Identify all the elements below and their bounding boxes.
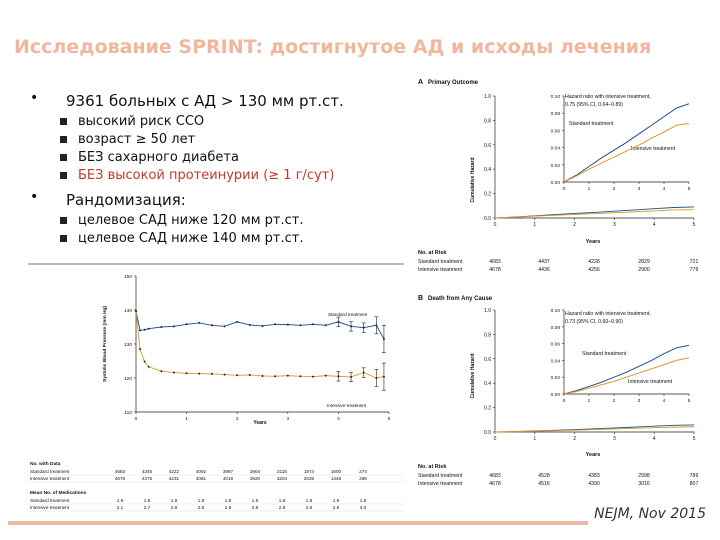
panel-bp-data-cell: 3987 bbox=[222, 469, 234, 474]
panel-bp-standard-point bbox=[148, 328, 150, 330]
panel-b-main-intensive-line bbox=[495, 427, 694, 432]
panel-a-inset-y-tick-label: 0.08 bbox=[550, 112, 560, 118]
panel-b-risk-cell: 4516 bbox=[538, 481, 550, 487]
panel-b-x-tick-label: 5 bbox=[692, 436, 696, 442]
panel-bp-data-cell: 4678 bbox=[114, 476, 126, 481]
panel-bp-intensive-point bbox=[249, 374, 251, 376]
panel-bp-meds-cell: 2.8 bbox=[251, 505, 259, 510]
panel-a-risk-cell: 4678 bbox=[489, 267, 501, 273]
panel-bp-intensive-point bbox=[198, 373, 200, 375]
panel-b-risk-table bbox=[418, 473, 698, 487]
panel-bp-meds-row-label: Standard treatment bbox=[30, 498, 70, 503]
panel-a-inset-y-tick-label: 0.04 bbox=[550, 146, 560, 152]
panel-bp-data-cell: 1600 bbox=[330, 469, 342, 474]
panel-a-risk-table bbox=[418, 259, 698, 273]
panel-a-x-tick-label: 0 bbox=[493, 222, 497, 228]
panel-bp-meds-cell: 1.8 bbox=[251, 498, 259, 503]
panel-bp-standard-point bbox=[236, 321, 238, 323]
panel-bp-meds-cell: 1.8 bbox=[278, 498, 286, 503]
panel-bp-meds-cell: 1.9 bbox=[116, 498, 124, 503]
panel-bp-intensive-point bbox=[236, 374, 238, 376]
panel-a-risk-cell: 2900 bbox=[638, 267, 650, 273]
panel-a-inset-x-tick-label: 1 bbox=[587, 187, 591, 192]
panel-bp-meds-cell: 2.8 bbox=[332, 505, 340, 510]
panel-bp-intensive-point bbox=[325, 375, 327, 377]
panel-a-risk-cell: 4437 bbox=[538, 259, 550, 265]
panel-b-inset-y-tick-label: 0.02 bbox=[550, 376, 560, 382]
panel-b-y-tick-label: 0.6 bbox=[484, 356, 491, 363]
panel-bp-intensive-point bbox=[299, 375, 301, 377]
panel-bp-meds-cell: 1.8 bbox=[143, 498, 151, 503]
panel-b-risk-row-label: Standard treatment bbox=[418, 473, 463, 479]
panel-bp-data-cell: 4092 bbox=[195, 469, 207, 474]
panel-b-inset-y-tick-label: 0.04 bbox=[550, 359, 560, 365]
bullet-list bbox=[30, 92, 410, 249]
panel-a-risk-cell: 4256 bbox=[588, 267, 600, 273]
panel-a-inset-x-tick-label: 2 bbox=[612, 187, 616, 192]
panel-bp-meds-cell: 3.0 bbox=[359, 505, 367, 510]
panel-bp-intensive-point bbox=[224, 374, 226, 376]
panel-bp-y-tick-label: 150 bbox=[123, 275, 132, 280]
sub-bullet-age: возраст ≥ 50 лет bbox=[46, 132, 426, 147]
panel-bp-standard-point bbox=[299, 324, 301, 326]
panel-bp-intensive-point bbox=[262, 375, 264, 377]
panel-bp-data-cell: 4375 bbox=[141, 476, 153, 481]
panel-bp-y-tick-label: 130 bbox=[123, 343, 132, 348]
panel-a-inset-x-tick-label: 5 bbox=[687, 187, 691, 192]
panel-bp-intensive-point bbox=[160, 370, 162, 372]
panel-bp-intensive-point bbox=[287, 375, 289, 377]
panel-bp-data-cell: 4222 bbox=[168, 469, 180, 474]
panel-b-x-tick-label: 0 bbox=[493, 436, 497, 442]
panel-bp-standard-point bbox=[144, 329, 146, 331]
panel-bp-standard-point bbox=[139, 329, 141, 331]
panel-bp-meds-row-label: Intensive treatment bbox=[30, 505, 70, 510]
panel-b-inset-x-tick-label: 5 bbox=[687, 399, 691, 404]
panel-b-letter: B bbox=[418, 295, 424, 302]
panel-b-risk-cell: 2998 bbox=[638, 473, 650, 479]
panel-bp-meds-cell: 1.9 bbox=[359, 498, 367, 503]
death-any-cause-chart bbox=[418, 290, 712, 508]
slide-title: Исследование SPRINT: достигнутое АД и исходы лечения bbox=[14, 36, 652, 58]
panel-a-risk-cell: 779 bbox=[689, 267, 699, 273]
panel-a-y-tick-label: 0.2 bbox=[484, 191, 491, 198]
panel-bp-intensive-point bbox=[144, 361, 146, 363]
panel-b-main-standard-line bbox=[495, 425, 694, 432]
panel-primary-outcome bbox=[418, 72, 712, 284]
panel-bp-data-cell: 286 bbox=[359, 476, 367, 481]
panel-bp-tables bbox=[28, 469, 404, 511]
panel-a-y-tick-label: 1.0 bbox=[484, 94, 491, 100]
panel-bp-data-title: No. with Data bbox=[30, 462, 61, 467]
panel-a-x-tick-label: 2 bbox=[573, 222, 576, 228]
panel-b-risk-cell: 4528 bbox=[538, 473, 550, 479]
panel-b-risk-cell: 807 bbox=[689, 481, 699, 487]
panel-bp-y-tick-label: 110 bbox=[124, 411, 132, 416]
panel-b-y-tick-label: 0.8 bbox=[484, 332, 491, 339]
panel-b-y-tick-label: 0.2 bbox=[484, 405, 491, 412]
panel-b-risk-title: No. at Risk bbox=[418, 464, 447, 470]
footer-rule bbox=[8, 521, 588, 525]
panel-bp-intensive-line bbox=[136, 311, 384, 378]
sub-bullet-no-proteinuria: БЕЗ высокой протеинурии (≥ 1 г/сут) bbox=[46, 168, 426, 183]
panel-bp-standard-point bbox=[211, 324, 213, 326]
panel-bp-standard-point bbox=[224, 325, 226, 327]
panel-b-hr-line2: 0.73 (95% CI, 0.60–0.90) bbox=[565, 319, 623, 325]
panel-blood-pressure bbox=[28, 262, 404, 524]
panel-bp-data-cell: 4683 bbox=[114, 469, 126, 474]
panel-b-inset-x-tick-label: 3 bbox=[637, 399, 641, 404]
panel-bp-meds-cell: 2.8 bbox=[224, 505, 232, 510]
sub-bullet-risk: высокий риск ССО bbox=[46, 114, 426, 129]
panel-a-y-tick-label: 0.0 bbox=[484, 216, 491, 222]
panel-bp-data-cell: 4231 bbox=[168, 476, 180, 481]
panel-b-inset-x-tick-label: 2 bbox=[612, 399, 616, 404]
panel-bp-xlabel: Years bbox=[253, 420, 267, 426]
panel-bp-data-row-label: Standard treatment bbox=[30, 469, 70, 474]
panel-a-ylabel: Cumulative Hazard bbox=[470, 157, 476, 203]
panel-bp-data-cell: 274 bbox=[359, 469, 367, 474]
panel-a-x-tick-label: 1 bbox=[533, 222, 537, 228]
panel-bp-intensive-point bbox=[186, 372, 188, 374]
panel-b-risk-cell: 789 bbox=[689, 473, 699, 479]
panel-b-inset-y-tick-label: 0.08 bbox=[550, 325, 560, 331]
panel-a-inset-standard-line bbox=[564, 104, 689, 182]
panel-bp-data-cell: 2035 bbox=[303, 476, 315, 481]
panel-a-risk-row-label: Intensive treatment bbox=[418, 267, 463, 273]
panel-bp-meds-cell: 2.8 bbox=[197, 505, 205, 510]
panel-a-x-tick-label: 4 bbox=[652, 222, 656, 228]
panel-bp-meds-cell: 1.8 bbox=[170, 498, 178, 503]
blood-pressure-chart bbox=[28, 262, 404, 524]
panel-bp-meds-title: Mean No. of Medications bbox=[30, 491, 87, 496]
panel-b-risk-cell: 4390 bbox=[588, 481, 600, 487]
panel-a-letter: A bbox=[418, 79, 424, 86]
panel-bp-x-tick-label: 0 bbox=[134, 417, 138, 422]
panel-bp-standard-point bbox=[274, 323, 276, 325]
panel-a-title: Primary Outcome bbox=[428, 80, 479, 86]
sub-bullet-target-120: целевое САД ниже 120 мм рт.ст. bbox=[46, 213, 426, 228]
panel-bp-standard-point bbox=[186, 323, 188, 325]
panel-bp-intensive-point bbox=[274, 375, 276, 377]
panel-a-int-label: Intensive treatment bbox=[631, 146, 676, 152]
panel-bp-meds-cell: 1.8 bbox=[332, 498, 340, 503]
panel-b-y-tick-label: 1.0 bbox=[484, 308, 491, 314]
panel-bp-data-cell: 4018 bbox=[222, 476, 234, 481]
panel-a-xlabel: Years bbox=[585, 239, 601, 245]
panel-b-std-label: Standard treatment bbox=[582, 351, 627, 357]
panel-bp-standard-point bbox=[287, 324, 289, 326]
panel-a-inset-x-tick-label: 3 bbox=[637, 187, 641, 192]
panel-a-inset-y-tick-label: 0.00 bbox=[550, 181, 560, 186]
panel-bp-data-cell: 3920 bbox=[249, 476, 261, 481]
panel-bp-meds-cell: 1.8 bbox=[224, 498, 232, 503]
panel-bp-x-tick-label: 5 bbox=[387, 417, 391, 422]
panel-b-x-tick-label: 2 bbox=[573, 436, 576, 442]
panel-bp-data-cell: 3904 bbox=[249, 469, 261, 474]
panel-bp-meds-cell: 2.8 bbox=[305, 505, 313, 510]
panel-b-hr-line1: Hazard ratio with intensive treatment, bbox=[565, 311, 651, 317]
panel-a-y-tick-label: 0.4 bbox=[484, 167, 491, 174]
panel-a-main-intensive-line bbox=[495, 210, 694, 218]
panel-bp-data-cell: 3204 bbox=[276, 476, 288, 481]
panel-bp-standard-point bbox=[249, 324, 251, 326]
panel-b-x-tick-label: 1 bbox=[533, 436, 537, 442]
panel-bp-standard-point bbox=[198, 322, 200, 324]
panel-b-inset-y-tick-label: 0.06 bbox=[550, 342, 560, 348]
panel-a-y-tick-label: 0.6 bbox=[484, 142, 491, 149]
panel-b-y-tick-label: 0.4 bbox=[484, 381, 491, 388]
panel-bp-meds-cell: 1.8 bbox=[197, 498, 205, 503]
panel-bp-intensive-point bbox=[135, 310, 137, 312]
panel-bp-y-tick-label: 140 bbox=[123, 309, 132, 314]
panel-a-hr-line1: Hazard ratio with intensive treatment, bbox=[565, 94, 651, 100]
panel-bp-x-tick-label: 4 bbox=[337, 417, 340, 422]
panel-b-risk-cell: 4678 bbox=[489, 481, 501, 487]
panel-a-inset-x-tick-label: 0 bbox=[562, 187, 566, 192]
panel-a-inset-y-tick-label: 0.10 bbox=[550, 95, 560, 100]
panel-bp-int-label: Intensive treatment bbox=[327, 403, 367, 408]
panel-bp-data-cell: 3115 bbox=[277, 469, 287, 474]
panel-bp-intensive-point bbox=[173, 372, 175, 374]
panel-bp-standard-point bbox=[160, 326, 162, 328]
panel-a-inset-x-tick-label: 4 bbox=[662, 187, 666, 192]
panel-bp-x-tick-label: 1 bbox=[185, 417, 188, 422]
panel-b-risk-cell: 4383 bbox=[588, 473, 600, 479]
panel-bp-x-tick-label: 2 bbox=[235, 417, 239, 422]
panel-a-risk-cell: 2829 bbox=[638, 259, 650, 265]
panel-a-risk-row-label: Standard treatment bbox=[418, 259, 463, 265]
panel-a-risk-cell: 4228 bbox=[588, 259, 600, 265]
panel-bp-std-label: Standard treatment bbox=[328, 312, 368, 317]
panel-b-inset-x-tick-label: 1 bbox=[587, 399, 591, 404]
panel-bp-intensive-point bbox=[211, 373, 213, 375]
panel-bp-data-row-label: Intensive treatment bbox=[30, 476, 70, 481]
panel-bp-y-tick-label: 120 bbox=[123, 377, 132, 382]
panel-b-xlabel: Years bbox=[585, 452, 601, 458]
panel-bp-intensive-point bbox=[139, 348, 141, 350]
panel-a-y-tick-label: 0.8 bbox=[484, 118, 491, 125]
panel-a-x-tick-label: 3 bbox=[613, 222, 616, 228]
panel-bp-meds-cell: 2.8 bbox=[278, 505, 286, 510]
panel-a-inset-y-tick-label: 0.06 bbox=[550, 129, 560, 135]
bullet-randomization: • Рандомизация: bbox=[30, 191, 410, 209]
sub-bullet-no-diabetes: БЕЗ сахарного диабета bbox=[46, 150, 426, 165]
panel-bp-standard-point bbox=[325, 324, 327, 326]
panel-b-x-tick-label: 4 bbox=[652, 436, 656, 442]
panel-b-x-tick-label: 3 bbox=[613, 436, 616, 442]
panel-a-risk-cell: 721 bbox=[689, 259, 699, 265]
panel-b-inset-y-tick-label: 0.00 bbox=[550, 393, 560, 398]
panel-a-x-tick-label: 5 bbox=[692, 222, 696, 228]
panel-a-risk-title: No. at Risk bbox=[418, 250, 447, 256]
panel-b-title: Death from Any Cause bbox=[428, 296, 493, 302]
panel-bp-standard-point bbox=[262, 325, 264, 327]
panel-b-int-label: Intensive treatment bbox=[628, 379, 673, 385]
panel-bp-standard-point bbox=[312, 323, 314, 325]
panel-bp-data-cell: 4345 bbox=[141, 469, 153, 474]
panel-b-inset-x-tick-label: 0 bbox=[562, 399, 566, 404]
panel-b-inset-y-tick-label: 0.10 bbox=[550, 309, 560, 314]
panel-bp-intensive-point bbox=[148, 366, 150, 368]
panel-bp-standard-point bbox=[173, 325, 175, 327]
panel-b-risk-cell: 3016 bbox=[638, 481, 650, 487]
panel-bp-meds-cell: 2.1 bbox=[116, 505, 124, 510]
panel-a-std-label: Standard treatment bbox=[569, 121, 614, 127]
panel-bp-ylabel: Systolic Blood Pressure (mm Hg) bbox=[103, 306, 108, 382]
panel-death-any-cause bbox=[418, 290, 712, 508]
panel-b-ylabel: Cumulative Hazard bbox=[470, 353, 476, 399]
panel-b-risk-row-label: Intensive treatment bbox=[418, 481, 463, 487]
panel-a-inset-intensive-line bbox=[564, 124, 689, 182]
panel-b-risk-cell: 4683 bbox=[489, 473, 501, 479]
panel-bp-data-cell: 1974 bbox=[303, 469, 315, 474]
panel-bp-x-tick-label: 3 bbox=[286, 417, 290, 422]
panel-bp-meds-cell: 1.8 bbox=[305, 498, 313, 503]
panel-a-inset-y-tick-label: 0.02 bbox=[550, 163, 560, 169]
panel-a-risk-cell: 4436 bbox=[538, 267, 550, 273]
panel-bp-data-cell: 4081 bbox=[195, 476, 207, 481]
panel-a-hr-line2: 0.75 (95% CI, 0.64–0.89) bbox=[565, 102, 623, 108]
panel-a-risk-cell: 4683 bbox=[489, 259, 501, 265]
panel-bp-data-cell: 1448 bbox=[330, 476, 342, 481]
sub-bullet-target-140: целевое САД ниже 140 мм рт.ст. bbox=[46, 231, 426, 246]
panel-bp-intensive-point bbox=[312, 376, 314, 378]
panel-b-y-tick-label: 0.0 bbox=[484, 430, 491, 436]
panel-b-inset-x-tick-label: 4 bbox=[662, 399, 666, 404]
bullet-patients: • 9361 больных с АД > 130 мм рт.ст. bbox=[30, 92, 410, 110]
panel-bp-meds-cell: 2.7 bbox=[143, 505, 151, 510]
panel-bp-meds-cell: 2.8 bbox=[170, 505, 178, 510]
primary-outcome-chart bbox=[418, 72, 712, 284]
citation: NEJM, Nov 2015 bbox=[594, 506, 706, 522]
